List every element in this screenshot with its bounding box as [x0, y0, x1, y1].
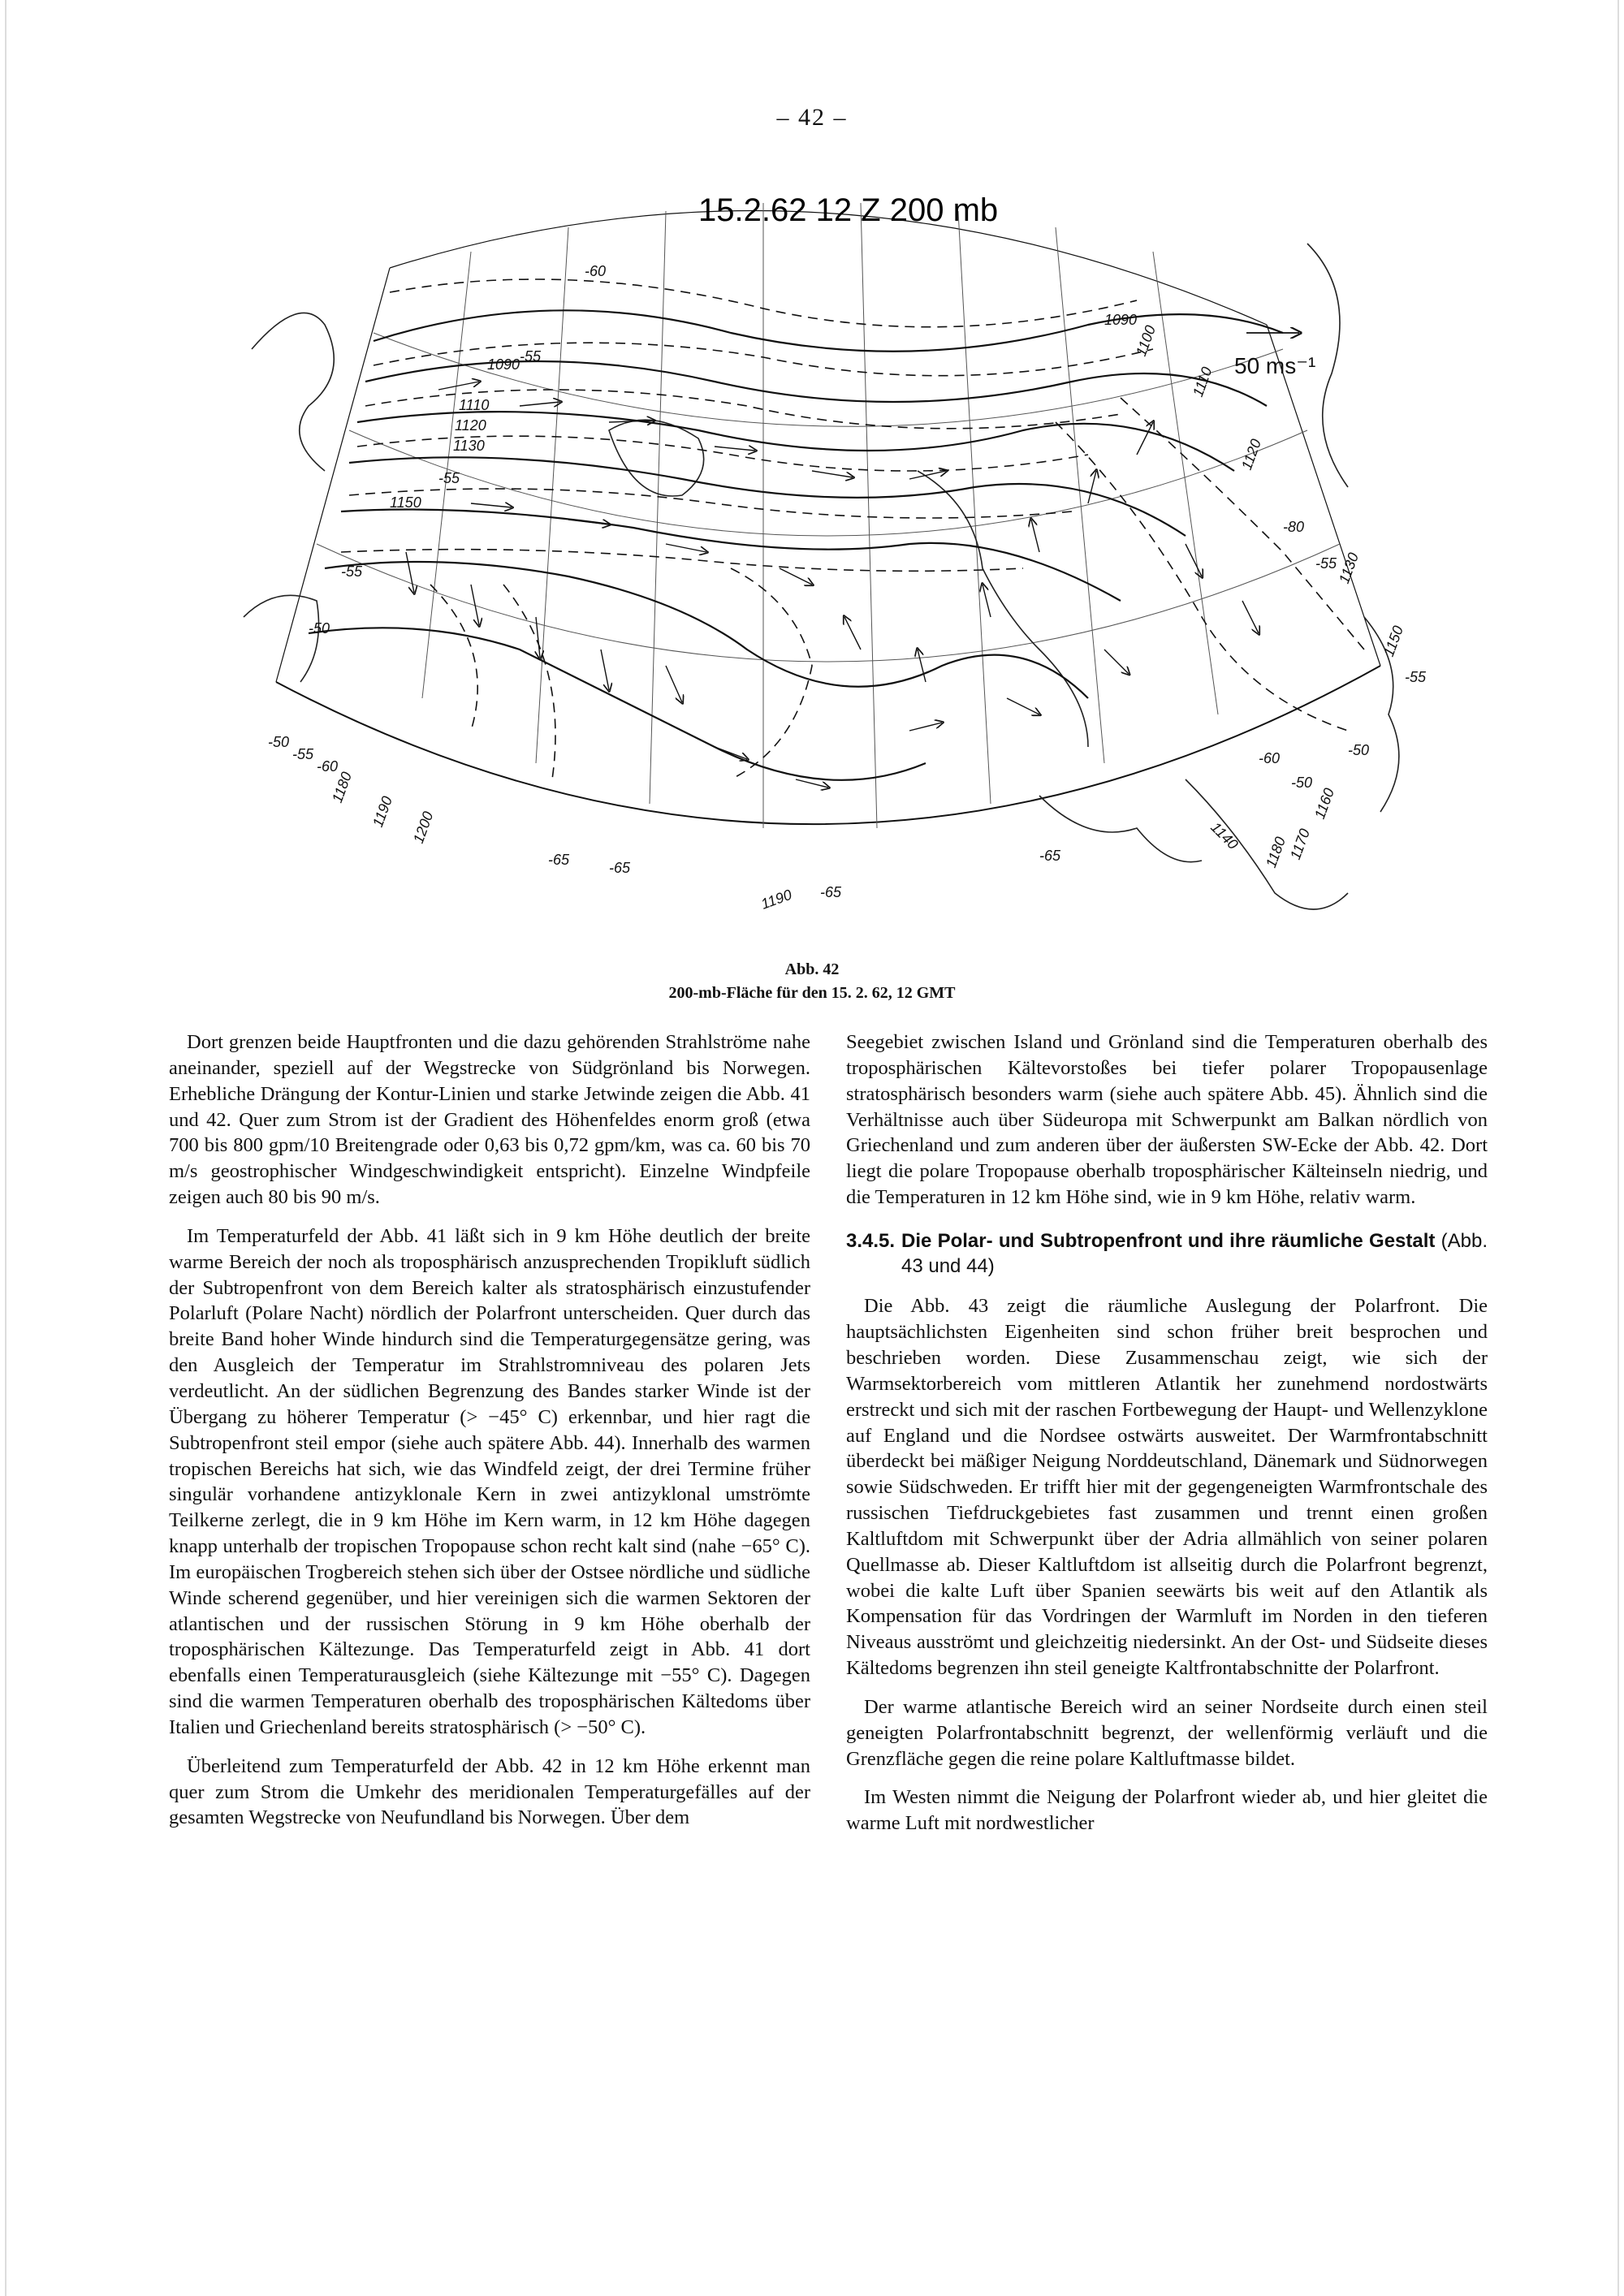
map-title: 15.2.62 12 Z 200 mb [698, 192, 999, 228]
isotherm-label: -55 [1405, 669, 1427, 685]
paragraph: Der warme atlantische Bereich wird an seiner Nordseite durch einen steil geneigten Polarfrontabschnitt begrenzt, der wellenförmig verläuft und die Grenzfläche gegen die reine polare Kaltluftmasse bildet. [846, 1695, 1488, 1770]
section-title: Die Polar- und Subtropenfront und ihre räumliche Gestalt [901, 1229, 1436, 1252]
weather-map-figure [227, 162, 1429, 942]
contour-label: 1150 [1380, 624, 1407, 659]
coastlines [244, 244, 1399, 909]
isotherm-label: -50 [268, 734, 290, 750]
contour-label: 1150 [390, 494, 421, 511]
isotherm-label: -55 [341, 563, 363, 580]
right-column [846, 1029, 1488, 1849]
isotherm-label: -65 [820, 884, 842, 900]
paragraph: Überleitend zum Temperaturfeld der Abb. 42 in 12 km Höhe erkennt man quer zum Strom die Umkehr des meridionalen Temperaturgefälles auf der gesamten Wegstrecke von Neufundland bis Norwegen. Über dem [169, 1754, 810, 1829]
isotherm-label: -50 [309, 620, 330, 637]
contour-label: 1170 [1286, 826, 1314, 862]
isotherm-label: -60 [585, 263, 607, 279]
isotherm-label: -65 [1039, 848, 1061, 864]
paragraph: Die Abb. 43 zeigt die räumliche Auslegung der Polarfront. Die hauptsächlichsten Eigenheiten sind schon früher breit besprochen und beschrieben worden. Diese Zusammenschau zeigt, wie sich der Warmsektorbereich vom mittleren Atlantik her zunehmend nordostwärts erstreckt und sich mit der raschen Fortbewegung der Haupt- und Wellenzyklone auf England und die Nordsee ostwärts ausweitet. Der Warmfrontabschnitt überdeckt bei mäßiger Neigung Norddeutschland, Dänemark und Südnorwegen sowie Südschweden. Er trifft hier mit der gegengeneigten Warmfrontschale des russischen Tiefdruckgebietes fast zusammen und trennt einen großen Kaltluftdom mit Schwerpunkt über der Adria allmählich von seiner polaren Quellmasse ab. Dieser Kaltluftdom ist allseitig durch die Polarfront begrenzt, wobei die kalte Luft über Spanien seewärts bis weit auf den Atlantik als Kompensation für das Vordringen der Warmluft im Norden in den tieferen Niveaus ausströmt und gleichzeitig niedersinkt. An der Ost- und Südseite dieses Kältedoms begrenzen ihn steil geneigte Kaltfrontabschnitte der Polarfront. [846, 1295, 1488, 1680]
isotherm-label: -65 [609, 860, 631, 876]
contour-label: 1130 [1335, 550, 1363, 586]
isotherm-label: -50 [1291, 775, 1313, 791]
isotherm-label: -55 [438, 470, 460, 486]
isotherm-label: -55 [292, 746, 314, 762]
isotherm-label: -55 [520, 348, 542, 365]
contour-label: 1190 [369, 794, 396, 830]
section-ref: (Abb. 43 und 44) [901, 1229, 1488, 1278]
contour-label: 1190 [758, 886, 794, 913]
scale-label: 50 ms⁻¹ [1234, 353, 1316, 378]
isotherm-label: -60 [1259, 750, 1281, 766]
figure-caption [0, 958, 1624, 1005]
paragraph: Seegebiet zwischen Island und Grönland sind die Temperaturen oberhalb des troposphärischen Kältevorstoßes bei tiefer polarer Tropopausenlage stratosphärisch besonders warm (siehe auch spätere Abb. 45). Ähnlich sind die Verhältnisse auch über Südeuropa mit Schwerpunkt am Balkan nördlich von Griechenland und zum anderen über der äußersten SW-Ecke der Abb. 42. Dort liegt die polare Tropopause oberhalb troposphärischer Kälteinseln niedrig, und die Temperaturen in 12 km Höhe sind, wie in 9 km Höhe, relativ warm. [846, 1031, 1488, 1209]
isotherm-label: -60 [317, 758, 339, 775]
isotherms [341, 279, 1364, 779]
weather-map [227, 162, 1429, 942]
contour-label: 1200 [409, 809, 437, 846]
isotherm-label: -55 [1315, 555, 1337, 572]
contour-label: 1100 [1132, 323, 1160, 359]
contour-label: 1130 [453, 438, 485, 454]
contour-label: 1160 [1311, 786, 1338, 822]
wind-arrows [406, 382, 1259, 788]
scan-edge-right [1618, 0, 1619, 2296]
contour-label: 1110 [1189, 365, 1216, 399]
caption-number: Abb. 42 [784, 960, 840, 978]
scale-legend [1234, 333, 1315, 378]
isotherm-label: -65 [548, 852, 570, 868]
contour-label: 1180 [328, 770, 356, 805]
section-number: 3.4.5. [846, 1229, 896, 1252]
contour-label: 1140 [1207, 818, 1242, 853]
left-column [169, 1029, 810, 1844]
paragraph: Im Westen nimmt die Neigung der Polarfront wieder ab, und hier gleitet die warme Luft mit nordwestlicher [846, 1786, 1488, 1835]
section-heading [846, 1228, 1488, 1279]
contour-label: 1110 [459, 397, 490, 413]
isotherm-label: -50 [1348, 742, 1370, 758]
page-number: – 42 – [776, 104, 848, 131]
contour-label: 1180 [1262, 835, 1289, 870]
contour-label: 1090 [1104, 312, 1138, 328]
paragraph: Im Temperaturfeld der Abb. 41 läßt sich in 9 km Höhe deutlich der breite warme Bereich der noch als troposphärisch anzusprechenden Tropikluft südlich der Subtropenfront von dem Bereich kalter als stratosphärisch einzustufender Polarluft (Polare Nacht) nördlich der Polarfront unterscheiden. Quer durch das breite Band hoher Winde hindurch sind die Temperaturgegensätze gering, was den Ausgleich der Temperatur im Strahlstromniveau des polaren Jets verdeutlicht. An der südlichen Begrenzung des Bandes starker Winde ist der Übergang zu höherer Temperatur (> −45° C) erkennbar, und hier ragt die Subtropenfront steil empor (siehe auch spätere Abb. 44). Innerhalb des warmen tropischen Bereichs hat sich, wie das Windfeld zeigt, der drei Termine früher singulär vorhandene antizyklonale Kern in zwei antizyklonal umströmte Teilkerne zerlegt, die in 9 km Höhe im Kern warm, in 12 km Höhe dagegen knapp unterhalb der tropischen Tropopause schon recht kalt sind (nahe −65° C). Im europäischen Trogbereich stehen sich über der Ostsee nördliche und südliche Winde scherend gegenüber, und hier vereinigen sich die warmen Sektoren der atlantischen und der russischen Störung in 9 km Höhe oberhalb der troposphärischen Kältezunge. Das Temperaturfeld zeigt in Abb. 41 dort ebenfalls einen Temperaturausgleich (siehe Kältezunge mit −55° C). Dagegen sind die warmen Temperaturen oberhalb des troposphärischen Kältedoms über Italien und Griechenland bereits stratosphärisch (> −50° C). [169, 1224, 810, 1738]
contour-label: 1120 [1237, 437, 1265, 473]
contour-label: 1120 [455, 417, 486, 434]
caption-text: 200-mb-Fläche für den 15. 2. 62, 12 GMT [668, 984, 956, 1002]
isotherm-label: -80 [1283, 519, 1305, 535]
height-contours [309, 310, 1283, 780]
scan-edge-left [5, 0, 6, 2296]
paragraph: Dort grenzen beide Hauptfronten und die dazu gehörenden Strahlströme nahe aneinander, speziell auf der Wegstrecke von Südgrönland bis Norwegen. Erhebliche Drängung der Kontur-Linien und starke Jetwinde zeigen die Abb. 41 und 42. Quer zum Strom ist der Gradient des Höhenfeldes enorm groß (etwa 700 bis 800 gpm/10 Breitengrade oder 0,63 bis 0,72 gpm/km, was ca. 60 bis 70 m/s geostrophischer Windgeschwindigkeit entspricht). Einzelne Windpfeile zeigen auch 80 bis 90 m/s. [169, 1031, 810, 1209]
contour-label: 1090 [487, 356, 520, 373]
